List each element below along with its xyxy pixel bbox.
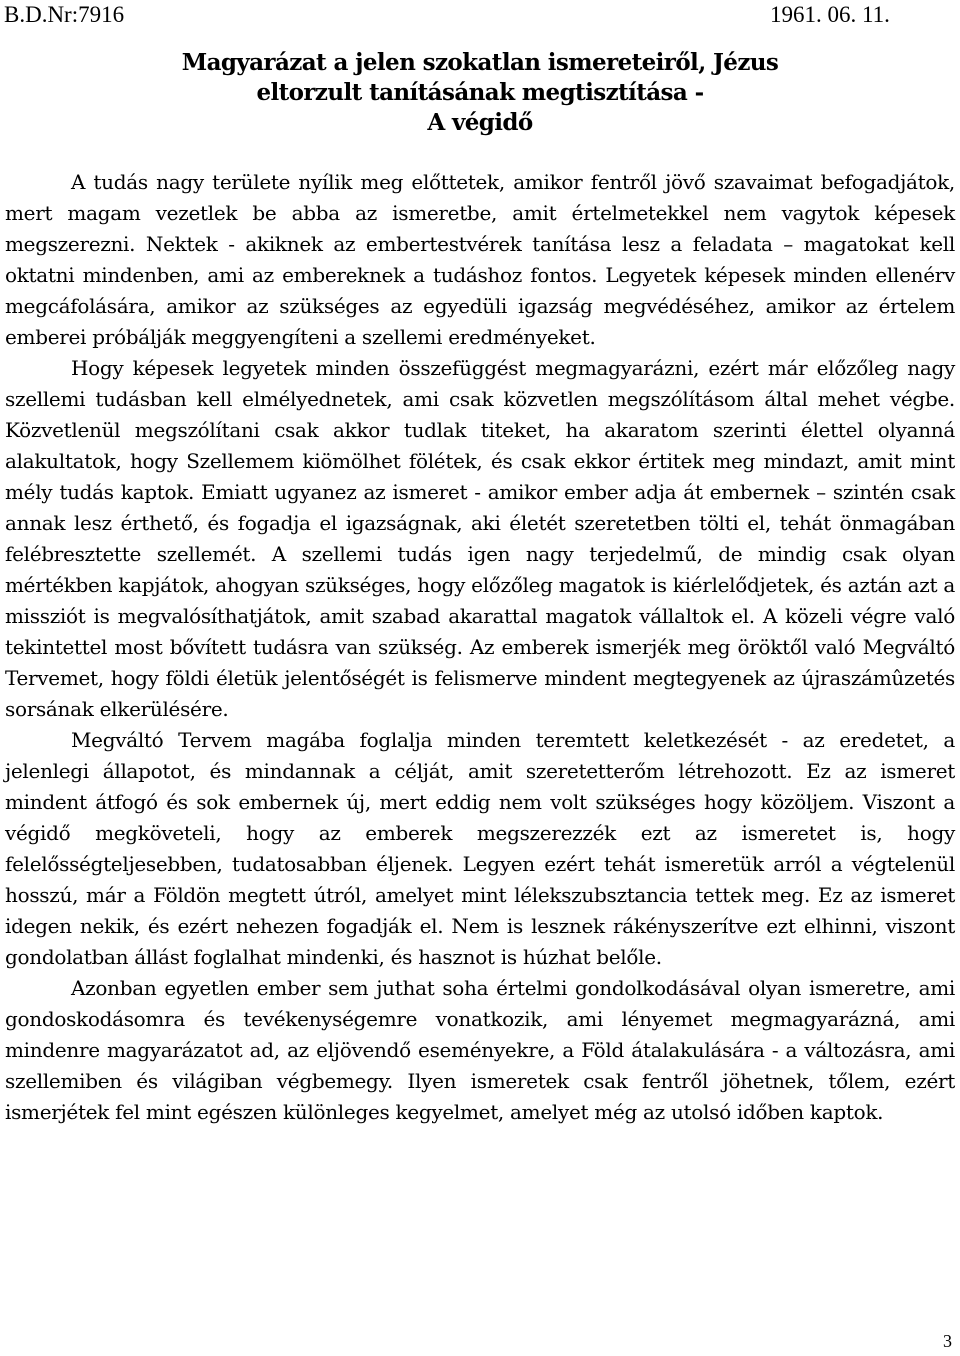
document-date: 1961. 06. 11. [770, 2, 890, 27]
paragraph-4: Azonban egyetlen ember sem juthat soha értelmi gondolkodásával olyan ismeretre, ami gondoskodásomra és tevékenységemre vonatkozik, ami lényemet megmagyarázná, ami mindenre magyarázatot ad, az eljövendő eseményekre, a Föld átalakulására - a változásra, ami szellemiben és világiban végbemegy. Ilyen ismeretek csak fentről jöhetnek, tőlem, ezért ismerjétek fel mint egészen különleges kegyelmet, amelyet még az utolsó időben kaptok. [5, 976, 955, 1124]
title-line-3: A végidő [427, 109, 533, 136]
title-line-1: Magyarázat a jelen szokatlan ismereteiről, Jézus [181, 49, 779, 76]
paragraph-1: A tudás nagy területe nyílik meg előttetek, amikor fentről jövő szavaimat befogadjátok, mert magam vezetlek be abba az ismeretbe, amit értelmetekkel nem vagytok képesek megszerezni. Nektek - akiknek az embertestvérek tanítása lesz a feladata – magatokat kell oktatni mindenben, ami az embereknek a tudáshoz fontos. Legyetek képesek minden ellenérv megcáfolására, amikor az szükséges az egyedüli igazság megvédéséhez, amikor az értelem emberei próbálják meggyengíteni a szellemi eredményeket. [5, 170, 955, 349]
paragraph-2: Hogy képesek legyetek minden összefüggést megmagyarázni, ezért már előzőleg nagy szellemi tudásban kell elmélyednetek, ami csak közvetlen megszólításom által mehet végbe. Közvetlenül megszólítani csak akkor tudlak titeket, ha akaratom szerinti élettel olyanná alakultatok, hogy Szellemem kiömölhet fölétek, és csak ekkor értitek meg mindazt, amit mint mély tudás kaptok. Emiatt ugyanez az ismeret - amikor ember adja át embernek – szintén csak annak lesz érthető, és fogadja el igazságnak, aki életét szeretetben tölti el, tehát önmagában felébresztette szellemét. A szellemi tudás igen nagy terjedelmű, de mindig csak olyan mértékben kapjátok, ahogyan szükséges, hogy előzőleg magatok is kiérlelődjetek, és aztán azt a missziót is megvalósíthatjátok, amit szabad akarattal magatok vállaltok el. A közeli végre való tekintettel most bővített tudásra van szükség. Az emberek ismerjék meg öröktől való Megváltó Tervemet, hogy földi életük jelentőségét is felismerve mindent megtegyenek az újraszámûzetés sorsának elkerülésére. [5, 356, 955, 721]
title-line-2: eltorzult tanításának megtisztítása - [256, 79, 704, 106]
document-body [5, 167, 955, 1128]
page-number: 3 [943, 1331, 952, 1351]
document-reference-number: B.D.Nr:7916 [4, 2, 125, 27]
page-header [0, 0, 960, 30]
paragraph-3: Megváltó Tervem magába foglalja minden teremtett keletkezését - az eredetet, a jelenlegi állapotot, és mindannak a célját, amit szeretetterőm létrehozott. Ez az ismeret mindent átfogó és sok embernek új, mert eddig nem volt szükséges hogy közöljem. Viszont a végidő megköveteli, hogy az emberek megszerezzék ezt az ismeretet is, hogy felelősségteljesebben, tudatosabban éljenek. Legyen ezért tehát ismeretük arról a végtelenül hosszú, már a Földön megtett útról, amelyet mint lélekszubsztancia tettek meg. Ez az ismeret idegen nekik, és ezért nehezen fogadják el. Nem is lesznek rákényszerítve ezt elhinni, viszont gondolatban állást foglalhat mindenki, és hasznot is húzhat belőle. [5, 728, 955, 969]
document-title [0, 48, 960, 138]
